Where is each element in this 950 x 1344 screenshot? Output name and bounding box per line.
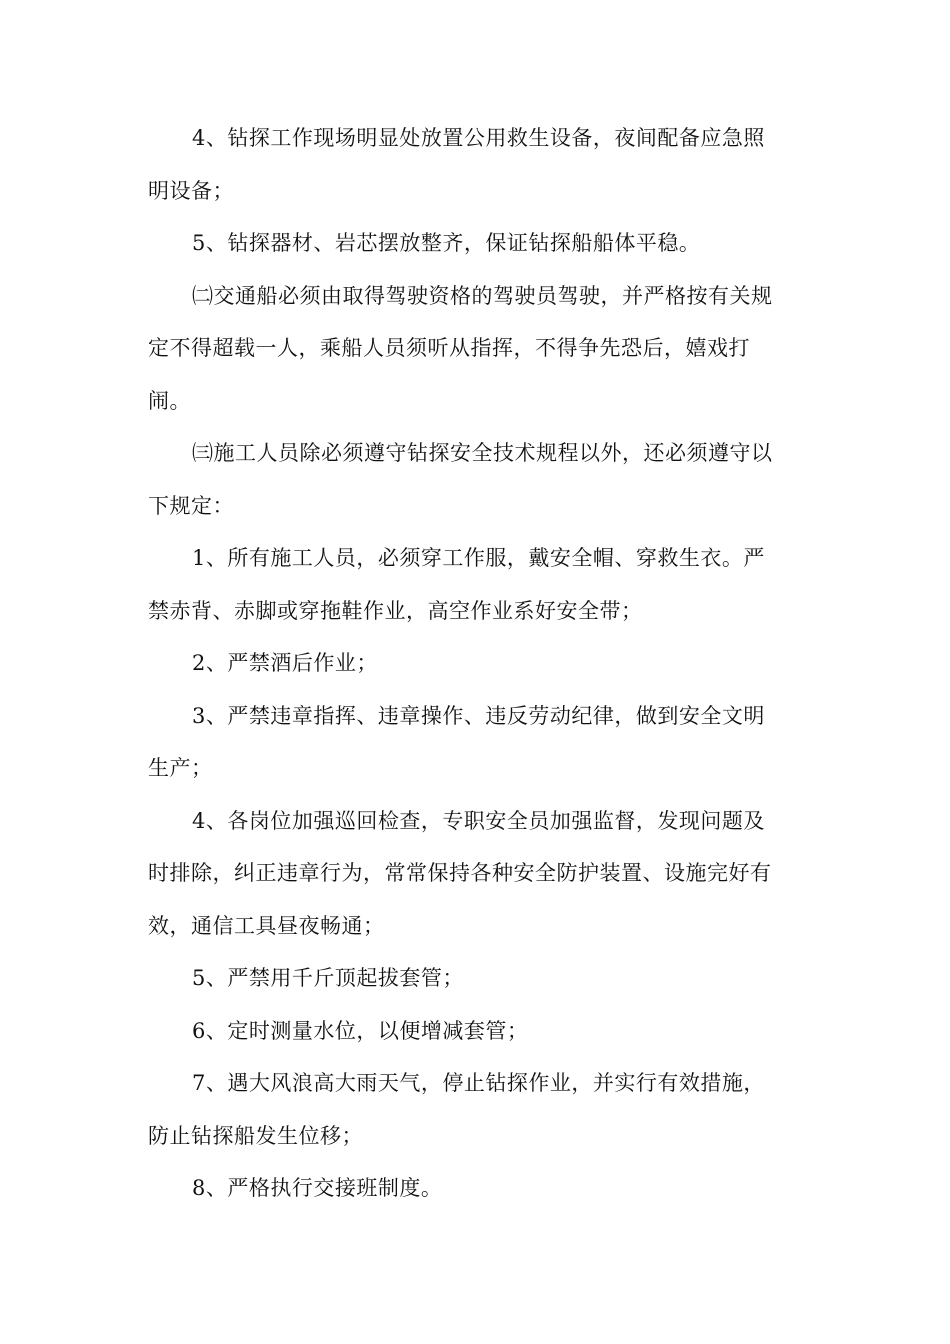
text-line: ㈡交通船必须由取得驾驶资格的驾驶员驾驶，并严格按有关规 [192,283,773,308]
paragraph-item-4-rescue-equipment [148,112,808,217]
text-line: 禁赤背、赤脚或穿拖鞋作业，高空作业系好安全带； [148,598,643,623]
paragraph-section-2-transport-boat [148,270,808,428]
paragraph-rule-2-no-drinking [148,637,808,690]
text-line: 4、各岗位加强巡回检查，专职安全员加强监督，发现问题及 [192,808,765,833]
text-line: 时排除，纠正违章行为，常常保持各种安全防护装置、设施完好有 [148,861,772,885]
text-line: 7、遇大风浪高大雨天气，停止钻探作业，并实行有效措施， [192,1071,765,1095]
paragraph-rule-4-inspection [148,795,808,953]
paragraph-rule-5-jack [148,952,808,1005]
paragraph-rule-6-water-level [148,1005,808,1058]
text-line: 5、钻探器材、岩芯摆放整齐，保证钻探船船体平稳。 [192,231,701,255]
text-line: 防止钻探船发生位移； [148,1123,363,1148]
text-line: 8、严格执行交接班制度。 [192,1176,443,1200]
text-line: 生产； [148,756,213,780]
text-line: ㈢施工人员除必须遵守钻探安全技术规程以外，还必须遵守以 [192,441,773,465]
text-line: 明设备； [148,178,234,203]
text-line: 6、定时测量水位，以便增减套管； [192,1018,529,1043]
document-body [148,112,808,1215]
paragraph-rule-8-shift-handover [148,1162,808,1215]
paragraph-section-3-construction-rules [148,427,808,532]
text-line: 4、钻探工作现场明显处放置公用救生设备，夜间配备应急照 [192,126,765,150]
text-line: 1、所有施工人员，必须穿工作服，戴安全帽、穿救生衣。严 [192,546,765,570]
text-line: 定不得超载一人，乘船人员须听从指挥，不得争先恐后，嬉戏打 [148,336,750,360]
paragraph-rule-7-weather [148,1057,808,1162]
paragraph-rule-1-workwear [148,532,808,637]
text-line: 3、严禁违章指挥、违章操作、违反劳动纪律，做到安全文明 [192,703,765,728]
paragraph-item-5-materials [148,217,808,270]
text-line: 效，通信工具昼夜畅通； [148,913,385,938]
text-line: 5、严禁用千斤顶起拔套管； [192,966,464,990]
text-line: 2、严禁酒后作业； [192,651,378,675]
paragraph-rule-3-no-violations [148,690,808,795]
text-line: 下规定： [148,493,234,518]
text-line: 闹。 [148,388,191,413]
